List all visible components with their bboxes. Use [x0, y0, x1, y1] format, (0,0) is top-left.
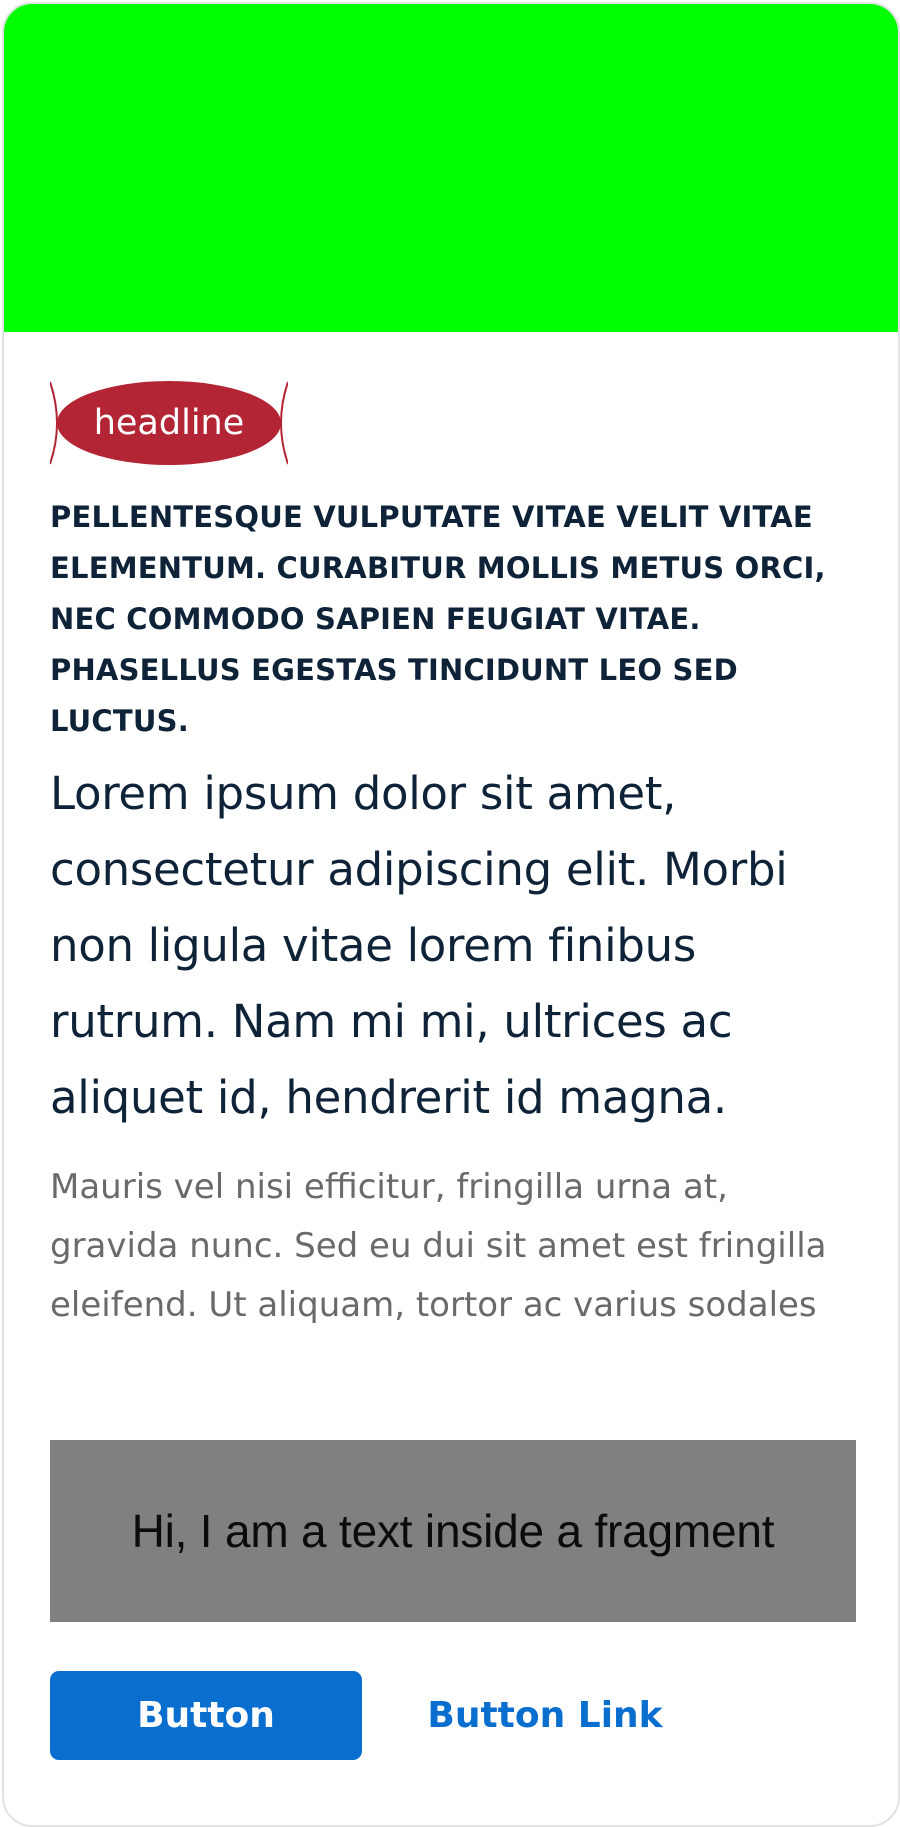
- content-card: [2, 2, 900, 1827]
- headline-badge: [50, 380, 288, 466]
- badge-label: headline: [93, 403, 245, 443]
- secondary-paragraph: Mauris vel nisi efficitur, fringilla urna at, gravida nunc. Sed eu dui sit amet est fringilla eleifend. Ut aliquam, tortor ac varius sodales: [50, 1167, 827, 1325]
- fragment-text: Hi, I am a text inside a fragment: [131, 1505, 775, 1557]
- button-link[interactable]: Button Link: [414, 1671, 676, 1760]
- hero-image-placeholder: [4, 4, 898, 332]
- primary-button[interactable]: Button: [50, 1671, 362, 1760]
- lead-paragraph: Lorem ipsum dolor sit amet, consectetur adipiscing elit. Morbi non ligula vitae lorem finibus rutrum. Nam mi mi, ultrices ac aliquet id, hendrerit id magna.: [50, 767, 788, 1124]
- fragment-container: [50, 1440, 856, 1622]
- overline-text: PELLENTESQUE VULPUTATE VITAE VELIT VITAE ELEMENTUM. CURABITUR MOLLIS METUS ORCI, NEC COMMODO SAPIEN FEUGIAT VITAE. PHASELLUS EGESTAS TINCIDUNT LEO SED LUCTUS.: [50, 500, 826, 738]
